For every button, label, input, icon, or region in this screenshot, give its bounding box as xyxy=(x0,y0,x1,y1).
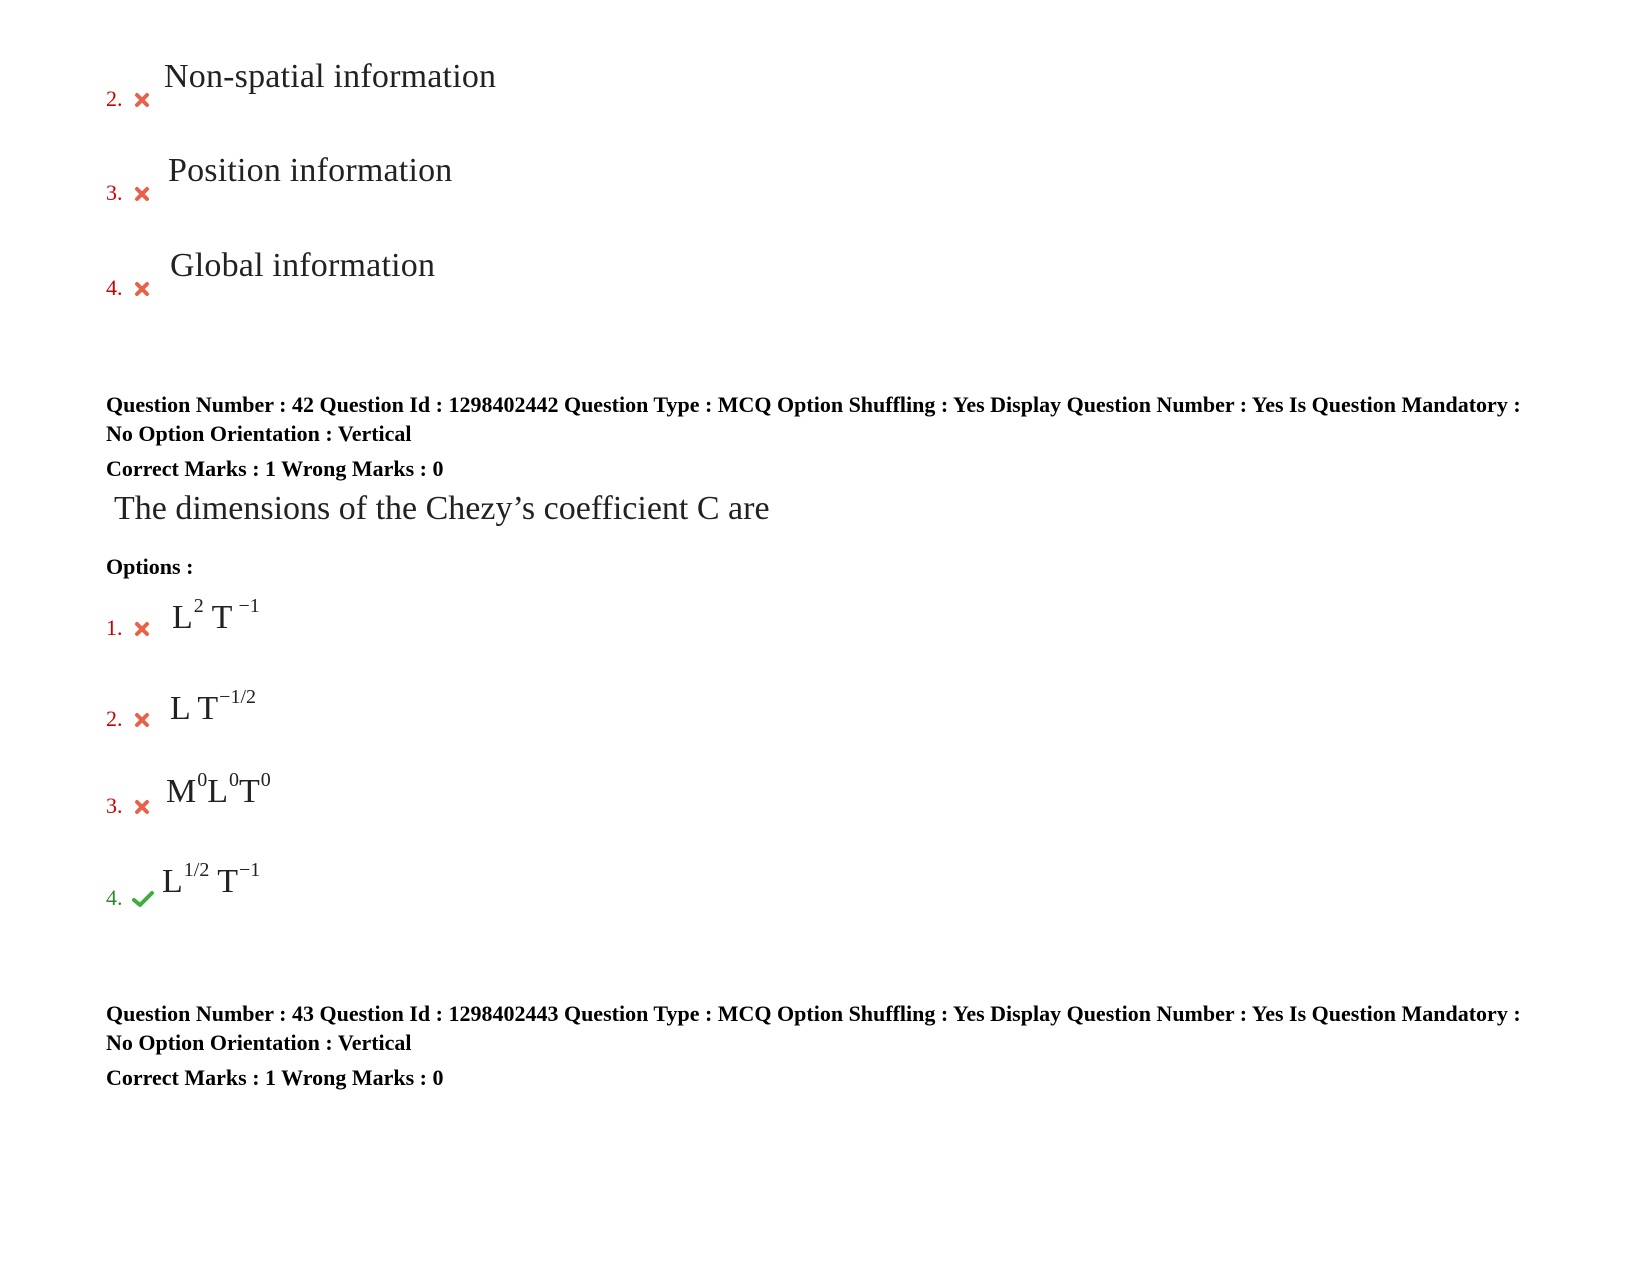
cross-icon xyxy=(134,712,150,728)
cross-icon xyxy=(134,799,150,815)
option-number: 3. xyxy=(106,180,123,205)
option-number: 3. xyxy=(106,793,123,818)
option-number: 1. xyxy=(106,615,123,640)
option-formula xyxy=(166,769,271,811)
formula-exponent: −1 xyxy=(239,859,261,881)
formula-exponent: 0 xyxy=(260,769,271,791)
cross-icon xyxy=(134,92,150,108)
option-number: 4. xyxy=(106,885,123,910)
formula-base: L xyxy=(172,599,193,636)
option-number: 2. xyxy=(106,706,123,731)
check-icon xyxy=(132,891,154,907)
cross-icon xyxy=(134,186,150,202)
option-number: 2. xyxy=(106,86,123,111)
option-formula xyxy=(172,595,260,637)
formula-base: T xyxy=(203,599,233,636)
option-number: 4. xyxy=(106,275,123,300)
options-label: Options : xyxy=(106,554,194,579)
option-text: Position information xyxy=(168,152,453,189)
formula-base: T xyxy=(209,863,238,900)
formula-base: L xyxy=(162,863,183,900)
option-text: Non-spatial information xyxy=(164,58,497,95)
option-text: Global information xyxy=(170,247,436,284)
formula-base: M xyxy=(166,773,197,810)
formula-base: L xyxy=(207,773,229,810)
cross-icon xyxy=(134,621,150,637)
formula-base: T xyxy=(239,773,260,810)
formula-exponent: −1 xyxy=(233,595,260,617)
option-formula xyxy=(170,686,257,728)
question-meta: Question Number : 42 Question Id : 1298402442 Question Type : MCQ Option Shuffling : Yes Display Question Number : Yes Is Question Mandatory : No Option Orientation : Vertical xyxy=(106,392,1521,446)
formula-exponent: 2 xyxy=(193,595,204,617)
question-marks: Correct Marks : 1 Wrong Marks : 0 xyxy=(106,1065,444,1090)
formula-exponent: 0 xyxy=(229,769,240,791)
formula-exponent: 1/2 xyxy=(183,859,210,881)
question-stem: The dimensions of the Chezy’s coefficient C are xyxy=(114,490,770,527)
formula-base: L T xyxy=(170,690,219,727)
question-marks: Correct Marks : 1 Wrong Marks : 0 xyxy=(106,456,444,481)
formula-exponent: −1/2 xyxy=(219,686,257,708)
question-meta: Question Number : 43 Question Id : 1298402443 Question Type : MCQ Option Shuffling : Yes Display Question Number : Yes Is Question Mandatory : No Option Orientation : Vertical xyxy=(106,1001,1521,1055)
option-formula xyxy=(162,859,261,901)
cross-icon xyxy=(134,281,150,297)
formula-exponent: 0 xyxy=(197,769,208,791)
